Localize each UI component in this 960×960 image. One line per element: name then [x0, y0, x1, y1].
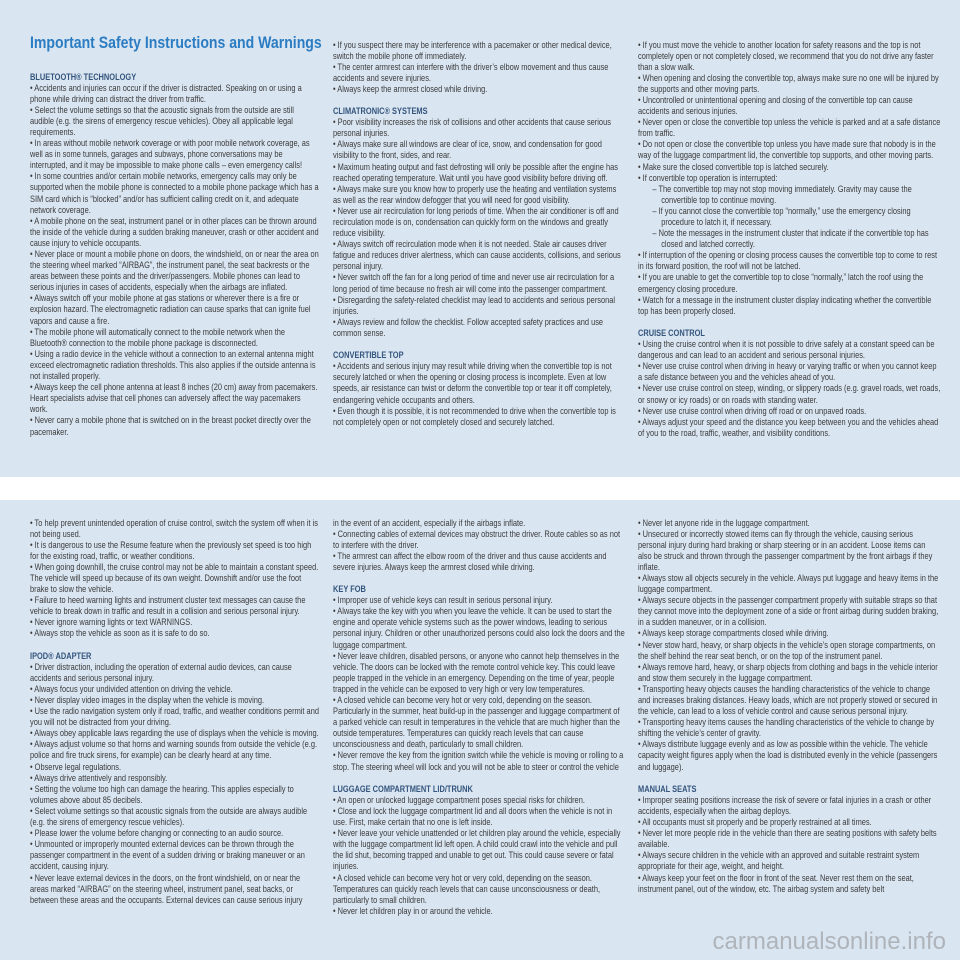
bullet-item: • Never stow hard, heavy, or sharp objects in the vehicle’s open storage compartments, on the shelf behind the rear seat bench, or on the top of the instrument panel. [638, 639, 936, 661]
bullet-item: • Never place or mount a mobile phone on doors, the windshield, on or near the area on the steering wheel marked “AIRBAG”, the instrument panel, the seat backrests or the areas between these points and the driver/passengers. Mobile phones can lead to serious injuries in cases of accidents, especially when the airbags are inflated. [30, 249, 319, 293]
bullet-item: • Accidents and injuries can occur if the driver is distracted. Speaking on or using a phone while driving can distract the driver from traffic. [30, 82, 302, 104]
section [638, 784, 940, 895]
bullet-item: • Always review and follow the checklist. Follow accepted safety practices and use common sense. [333, 316, 604, 338]
column-right [638, 518, 940, 895]
bullet-item: • Never use air recirculation for long periods of time. When the air conditioner is off and recirculation mode is on, condensation can quickly form on the windows and greatly reduce visibility. [333, 205, 619, 239]
bullet-item: • A mobile phone on the seat, instrument panel or in other places can be thrown around the inside of the vehicle during a sudden braking maneuver, crash or other accident and cause injury to vehicle occupants. [30, 215, 319, 248]
bullet-item: • Always keep the armrest closed while driving. [333, 83, 488, 94]
bullet-item: • Improper use of vehicle keys can result in serious personal injury. [333, 595, 553, 606]
section [333, 106, 625, 339]
bullet-item: • Never open or close the convertible top unless the vehicle is parked and at a safe distance from traffic. [638, 117, 941, 139]
section-heading: KEY FOB [333, 584, 366, 595]
bullet-item: • Using a radio device in the vehicle without a connection to an external antenna might exceed electromagnetic radiation thresholds. This also applies if the outside antenna is not installed properly. [30, 348, 316, 382]
bullet-item: • Unsecured or incorrectly stowed items can fly through the vehicle, causing serious personal injury during hard braking or sharp steering or in an accident. Loose items can also be struck and thrown through the passenger compartment by the front airbags if they inflate. [638, 528, 933, 572]
bullet-item: • A closed vehicle can become very hot or very cold, depending on the season. Particularly in the summer, heat build-up in the passenger and luggage compartment of a parked vehicle can result in temperatures in the vehicle that are much higher than the outside temperatures. Temperatures can quickly reach levels that can cause unconsciousness and death, particularly to small children. [333, 695, 620, 750]
section [638, 40, 940, 317]
bullet-item: • Always adjust volume so that horns and warning sounds from outside the vehicle (e.g. police and fire truck sirens, for example) can be clearly heard at any time. [30, 739, 318, 761]
sub-bullet-item: – If you cannot close the convertible top “normally,” use the emergency closing procedure to latch it, if necessary. [652, 205, 911, 227]
bullet-item: • Setting the volume too high can damage the hearing. This applies especially to volumes above about 85 decibels. [30, 783, 294, 805]
bullet-item: • Always take the key with you when you leave the vehicle. It can be used to start the engine and operate vehicle systems such as the power windows, leading to serious personal injury. Children or other unauthorized persons could also lock the doors and the luggage compartment. [333, 606, 625, 650]
page-title: Important Safety Instructions and Warnings [30, 33, 322, 52]
bullet-item: • Failure to heed warning lights and instrument cluster text messages can cause the vehicle to break down in traffic and result in a collision and serious personal injury. [30, 595, 306, 617]
bullet-item: • Always stow all objects securely in the vehicle. Always put luggage and heavy items in the luggage compartment. [638, 572, 939, 595]
bullet-item: • Never switch off the fan for a long period of time and never use air recirculation for a long period of time because no fresh air will come into the passenger compartment. [333, 272, 615, 294]
bullet-item: • Never use cruise control when driving in heavy or varying traffic or when you cannot keep a safe distance between you and the vehicles ahead of you. [638, 361, 937, 383]
bullet-item: • Uncontrolled or unintentional opening and closing of the convertible top can cause accidents and serious injuries. [638, 94, 913, 117]
bullet-item: • Never remove the key from the ignition switch while the vehicle is moving or rolling to a stop. The steering wheel will lock and you will not be able to steer or control the vehicle [333, 750, 624, 772]
page-top [0, 0, 960, 477]
bullet-item: • All occupants must sit properly and be properly restrained at all times. [638, 817, 872, 828]
column-left [30, 72, 320, 438]
section [333, 350, 625, 428]
bullet-item: • Connecting cables of external devices may obstruct the driver. Route cables so as not to interfere with the driver. [333, 528, 621, 550]
bullet-item: • Always distribute luggage evenly and as low as possible within the vehicle. The vehicle capacity weight figures apply when the load is distributed evenly in the vehicle (passengers and luggage). [638, 739, 938, 772]
bullet-item: • Always keep storage compartments closed while driving. [638, 628, 829, 639]
bullet-item: • Always obey applicable laws regarding the use of displays when the vehicle is moving. [30, 728, 319, 739]
section [638, 518, 940, 773]
bullet-item: • Do not open or close the convertible top unless you have made sure that nobody is in the way of the luggage compartment lid, the convertible top supports, and other moving parts. [638, 139, 936, 161]
bullet-item: • Never let more people ride in the vehicle than there are seating positions with safety belts available. [638, 828, 937, 850]
section [333, 584, 625, 773]
bullet-item: • The center armrest can interfere with the driver’s elbow movement and thus cause accidents and severe injuries. [333, 61, 609, 83]
sub-bullet-item: – The convertible top may not stop moving immediately. Gravity may cause the convertible top to continue moving. [652, 183, 912, 205]
section-heading: CONVERTIBLE TOP [333, 350, 404, 361]
bullet-item: • Always remove hard, heavy, or sharp objects from clothing and bags in the vehicle interior and stow them securely in the luggage compartment. [638, 661, 938, 683]
bullet-item: • If convertible top operation is interrupted: [638, 172, 778, 183]
section [30, 651, 320, 906]
section [638, 328, 940, 439]
bullet-item: • Select volume settings so that acoustic signals from the outside are always audible (e.g. the sirens of emergency rescue vehicles). [30, 805, 308, 828]
column-left [30, 518, 320, 906]
section-heading: CLIMATRONIC® SYSTEMS [333, 106, 428, 117]
section-heading: IPOD® ADAPTER [30, 650, 92, 661]
column-middle [333, 518, 625, 917]
bullet-item: • Never let anyone ride in the luggage compartment. [638, 517, 810, 528]
section [333, 518, 625, 573]
bullet-item: • Make sure the closed convertible top is latched securely. [638, 161, 829, 172]
bullet-item: • To help prevent unintended operation of cruise control, switch the system off when it is not being used. [30, 517, 319, 539]
bullet-item: • A closed vehicle can become very hot or very cold, depending on the season. Temperatures can quickly reach levels that can cause unconsciousness or death, particularly to small children. [333, 872, 601, 905]
section-heading: LUGGAGE COMPARTMENT LID/TRUNK [333, 783, 473, 794]
bullet-item: • Use the radio navigation system only if road, traffic, and weather conditions permit and you will not be distracted from your driving. [30, 706, 319, 728]
bullet-item: • Always make sure you know how to properly use the heating and ventilation systems as well as the rear window defogger that you will need for good visibility. [333, 183, 617, 205]
bullet-item: • Transporting heavy items causes the handling characteristics of the vehicle to change by shifting the vehicle’s center of gravity. [638, 717, 935, 739]
bullet-item: • Never leave children, disabled persons, or anyone who cannot help themselves in the vehicle. The doors can be locked with the remote control vehicle key. This could leave people trapped in the vehicle in an emergency. Depending on the time of year, people trapped in the vehicle can be exposed to very high or very low temperatures. [333, 650, 620, 694]
section-heading: CRUISE CONTROL [638, 327, 705, 338]
section [333, 40, 625, 95]
bullet-item: • When opening and closing the convertible top, always make sure no one will be injured by the supports and other moving parts. [638, 72, 939, 94]
watermark: carmanualsonline.info [712, 928, 946, 955]
bullet-item: • If interruption of the opening or closing process causes the convertible top to come to rest in its forward position, the roof will not be latched. [638, 250, 938, 272]
bullet-item: • Always focus your undivided attention on driving the vehicle. [30, 683, 233, 694]
bullet-item: • In some countries and/or certain mobile networks, emergency calls may only be supported when the mobile phone is connected to a mobile phone package which has a SIM card which is “blocked” and/or has sufficient calling credit on it, and adequate network coverage. [30, 171, 319, 215]
bullet-item: • Maximum heating output and fast defrosting will only be possible after the engine has reached operating temperature. Wait until you have good visibility before driving off. [333, 161, 618, 183]
bullet-item: • Always switch off your mobile phone at gas stations or wherever there is a fire or explosion hazard. The electromagnetic radiation can cause sparks that can ignite fuel vapors and cause a fire. [30, 293, 311, 326]
sub-bullet-item: – Note the messages in the instrument cluster that indicate if the convertible top has closed and latched correctly. [652, 228, 929, 250]
bullet-item: • Never carry a mobile phone that is switched on in the breast pocket directly over the pacemaker. [30, 415, 311, 437]
bullet-item: • Poor visibility increases the risk of collisions and other accidents that cause serious personal injuries. [333, 117, 611, 139]
bullet-item: • Always make sure all windows are clear of ice, snow, and condensation for good visibility to the front, sides, and rear. [333, 139, 602, 161]
bullet-item: • Select the volume settings so that the acoustic signals from the outside are still audible (e.g. the sirens of emergency rescue vehicles). Obey all applicable legal requirements. [30, 104, 294, 137]
section-heading: MANUAL SEATS [638, 783, 697, 794]
bullet-item: • If you must move the vehicle to another location for safety reasons and the top is not completely open or not completely closed, we recommend that you do not drive any faster than a slow walk. [638, 39, 934, 72]
bullet-item: • In areas without mobile network coverage or with poor mobile network coverage, as well as in some tunnels, garages and subways, phone conversations may be interrupted, and it may be impossible to make phone calls – even emergency calls! [30, 138, 310, 171]
bullet-item: • The armrest can affect the elbow room of the driver and thus cause accidents and severe injuries. Always keep the armrest closed while driving. [333, 550, 607, 572]
bullet-item: • Always keep the cell phone antenna at least 8 inches (20 cm) away from pacemakers. Heart specialists advise that cell phones can adversely affect the way pacemakers work. [30, 382, 318, 415]
bullet-item: • Close and lock the luggage compartment lid and all doors when the vehicle is not in use. First, make certain that no one is left inside. [333, 805, 613, 828]
continued-text: in the event of an accident, especially if the airbags inflate. [333, 517, 526, 528]
section [333, 784, 625, 917]
bullet-item: • Driver distraction, including the operation of external audio devices, can cause accidents and serious personal injury. [30, 661, 292, 683]
bullet-item: • Watch for a message in the instrument cluster display indicating whether the convertible top has been properly closed. [638, 294, 932, 316]
bullet-item: • Always secure children in the vehicle with an approved and suitable restraint system appropriate for their age, weight, and height. [638, 850, 920, 872]
bullet-item: • Observe legal regulations. [30, 761, 122, 772]
bullet-item: • Always keep your feet on the floor in front of the seat. Never rest them on the seat, instrument panel, out of the window, etc. The airbag system and safety belt [638, 872, 914, 894]
bullet-item: • Please lower the volume before changing or connecting to an audio source. [30, 828, 284, 839]
section [30, 518, 320, 640]
bullet-item: • An open or unlocked luggage compartment poses special risks for children. [333, 794, 585, 805]
bullet-item: • If you are unable to get the convertible top to close “normally,” latch the roof using the emergency closing procedure. [638, 272, 924, 294]
bullet-item: • Never leave your vehicle unattended or let children play around the vehicle, especially with the luggage compartment lid left open. A child could crawl into the vehicle and pull the lid shut, becoming trapped and unable to get out. This could cause severe or fatal injuries. [333, 828, 621, 872]
bullet-item: • Never leave external devices in the doors, on the front windshield, on or near the areas marked “AIRBAG” on the steering wheel, instrument panel, seat backs, or between these areas and the occupants. External devices can cause serious injury [30, 872, 303, 905]
bullet-item: • Improper seating positions increase the risk of severe or fatal injuries in a crash or other accidents, especially when the airbag deploys. [638, 794, 932, 816]
bullet-item: • Never use cruise control on steep, winding, or slippery roads (e.g. gravel roads, wet roads, or snowy or icy roads) or on roads with standing water. [638, 383, 941, 405]
bullet-item: • When going downhill, the cruise control may not be able to maintain a constant speed. The vehicle will speed up because of its own weight. Downshift and/or use the foot brake to slow the vehicle. [30, 561, 319, 595]
bullet-item: • Always switch off recirculation mode when it is not needed. Stale air causes driver fatigue and reduces driver alertness, which can cause accidents, collisions, and serious personal injury. [333, 239, 621, 272]
bullet-item: • Always drive attentively and responsibly. [30, 772, 168, 783]
bullet-item: • If you suspect there may be interference with a pacemaker or other medical device, switch the mobile phone off immediately. [333, 39, 612, 61]
section [30, 72, 320, 438]
bullet-item: • Always adjust your speed and the distance you keep between you and the vehicles ahead of you to the road, traffic, weather, and visibility conditions. [638, 416, 939, 438]
section-heading: BLUETOOTH® TECHNOLOGY [30, 71, 137, 82]
column-right [638, 40, 940, 439]
page-bottom [0, 500, 960, 960]
column-middle [333, 40, 625, 428]
bullet-item: • Never use cruise control when driving off road or on unpaved roads. [638, 405, 867, 416]
bullet-item: • Always secure objects in the passenger compartment properly with suitable straps so that they cannot move into the deployment zone of a side or front airbag during sudden braking, in a sudden maneuver, or in a collision. [638, 595, 939, 628]
bullet-item: • Disregarding the safety-related checklist may lead to accidents and serious personal injuries. [333, 294, 616, 316]
bullet-item: • Even though it is possible, it is not recommended to drive when the convertible top is not completely open or not completely closed and securely latched. [333, 405, 616, 427]
bullet-item: • Never display video images in the display when the vehicle is moving. [30, 695, 265, 705]
bullet-item: • Transporting heavy objects causes the handling characteristics of the vehicle to change and increases braking distances. Heavy loads, which are not properly stowed or secured in the vehicle, can lead to a loss of vehicle control and cause serious personal injury. [638, 683, 938, 717]
bullet-item: • Never let children play in or around the vehicle. [333, 905, 493, 916]
bullet-item: • The mobile phone will automatically connect to the mobile network when the Bluetooth® connection to the mobile phone package is disconnected. [30, 326, 286, 348]
bullet-item: • Using the cruise control when it is not possible to drive safely at a constant speed can be dangerous and can lead to an accident and serious personal injuries. [638, 339, 935, 361]
bullet-item: • Unmounted or improperly mounted external devices can be thrown through the passenger compartment in the event of a sudden driving or braking maneuver or an accident, causing injury. [30, 839, 305, 872]
bullet-item: • Accidents and serious injury may result while driving when the convertible top is not securely latched or when the opening or closing process is incomplete. Even at low speeds, air resistance can twist or deform the convertible top or tear it off completely, endangering vehicle occupants and others. [333, 361, 612, 405]
bullet-item: • It is dangerous to use the Resume feature when the previously set speed is too high for the existing road, traffic, or weather conditions. [30, 539, 312, 561]
bullet-item: • Always stop the vehicle as soon as it is safe to do so. [30, 628, 210, 639]
bullet-item: • Never ignore warning lights or text WARNINGS. [30, 617, 193, 628]
